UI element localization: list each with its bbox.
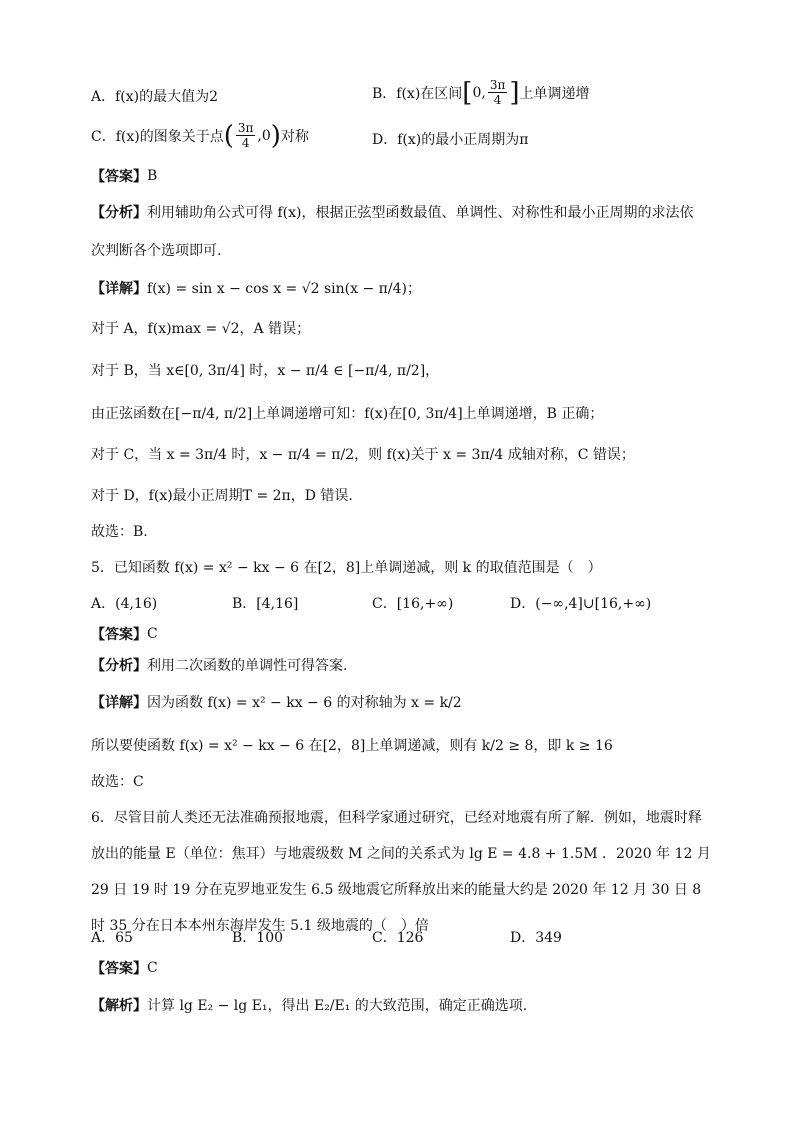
q5-answer: 【答案】 C: [91, 626, 158, 643]
q5-option-c: C．[16,+∞): [372, 596, 454, 612]
fraction: $\frac{3\pi}{4}$: [237, 121, 254, 150]
q6-option-d: D．349: [510, 930, 562, 946]
q6-option-b: B．100: [232, 930, 284, 946]
q5-analysis: 【分析】 利用二次函数的单调性可得答案.: [91, 658, 348, 674]
q5-option-b: B．[4,16]: [232, 596, 299, 612]
q5-option-a: A．(4,16): [91, 596, 158, 612]
q4-analysis-line-2: 次判断各个选项即可.: [91, 243, 222, 259]
q4-answer: 【答案】 B: [91, 168, 158, 185]
q4-option-d: D．f(x)的最小正周期为π: [372, 132, 529, 148]
q4-choose: 故选：B.: [91, 524, 148, 540]
q6-analysis: 【解析】 计算 lg E₂ − lg E₁，得出 E₂/E₁ 的大致范围，确定正确选项.: [91, 998, 528, 1014]
q6-option-a: A．65: [91, 930, 133, 946]
q5-option-d: D．(−∞,4]∪[16,+∞): [510, 596, 652, 612]
q4-detail: 【详解】 f(x) = sin x − cos x = √2 sin(x − π/4)；: [91, 281, 421, 297]
q5-detail: 【详解】 因为函数 f(x) = x² − kx − 6 的对称轴为 x = k/2: [91, 695, 462, 711]
q6-answer: 【答案】 C: [91, 960, 158, 977]
q4-for-d: 对于 D，f(x)最小正周期T = 2π，D 错误.: [91, 488, 353, 504]
q5-choose: 故选：C: [91, 774, 144, 790]
q5-stem: 5．已知函数 f(x) = x² − kx − 6 在[2，8]上单调递减，则 k 的取值范围是（ ）: [91, 560, 602, 576]
q4-option-a: A．f(x)的最大值为2: [91, 89, 219, 105]
q6-stem: 6．尽管目前人类还无法准确预报地震，但科学家通过研究，已经对地震有所了解．例如，地震时释放出的能量 E（单位：焦耳）与地震级数 M 之间的关系式为 lg E = 4.8 + 1.5M ．2020 年 12 月 29 日 19 时 19 分在克罗地亚发生 6.5 级地震它所释放出来的能量大约是 2020 年 12 月 30 日 8 时 35 分在日本本州东海岸发生 5.1 级地震的（ ）倍: [91, 810, 711, 934]
q4-analysis-line-1: 【分析】 利用辅助角公式可得 f(x)，根据正弦型函数最值、单调性、对称性和最小正周期的求法依: [91, 205, 694, 221]
q4-for-a: 对于 A，f(x)max = √2，A 错误；: [91, 321, 311, 337]
fraction: $\frac{3\pi}{4}$: [489, 78, 506, 107]
q4-option-b: B．f(x)在区间 [ 0, $\frac{3\pi}{4}$ ] 上单调递增: [372, 77, 590, 108]
q6-option-c: C．126: [372, 930, 424, 946]
q4-option-c: C．f(x)的图象关于点 ( $\frac{3\pi}{4}$ ,0 ) 对称: [91, 120, 309, 151]
q4-for-b: 对于 B，当 x∈[0, 3π/4] 时，x − π/4 ∈ [−π/4, π/2]，: [91, 363, 440, 379]
q4-for-b-2: 由正弦函数在[−π/4, π/2]上单调递增可知：f(x)在[0, 3π/4]上单调递增，B 正确；: [91, 406, 604, 422]
q5-detail-2: 所以要使函数 f(x) = x² − kx − 6 在[2，8]上单调递减，则有 k/2 ≥ 8，即 k ≥ 16: [91, 738, 613, 754]
q4-for-c: 对于 C，当 x = 3π/4 时，x − π/4 = π/2，则 f(x)关于 x = 3π/4 成轴对称，C 错误；: [91, 447, 635, 463]
